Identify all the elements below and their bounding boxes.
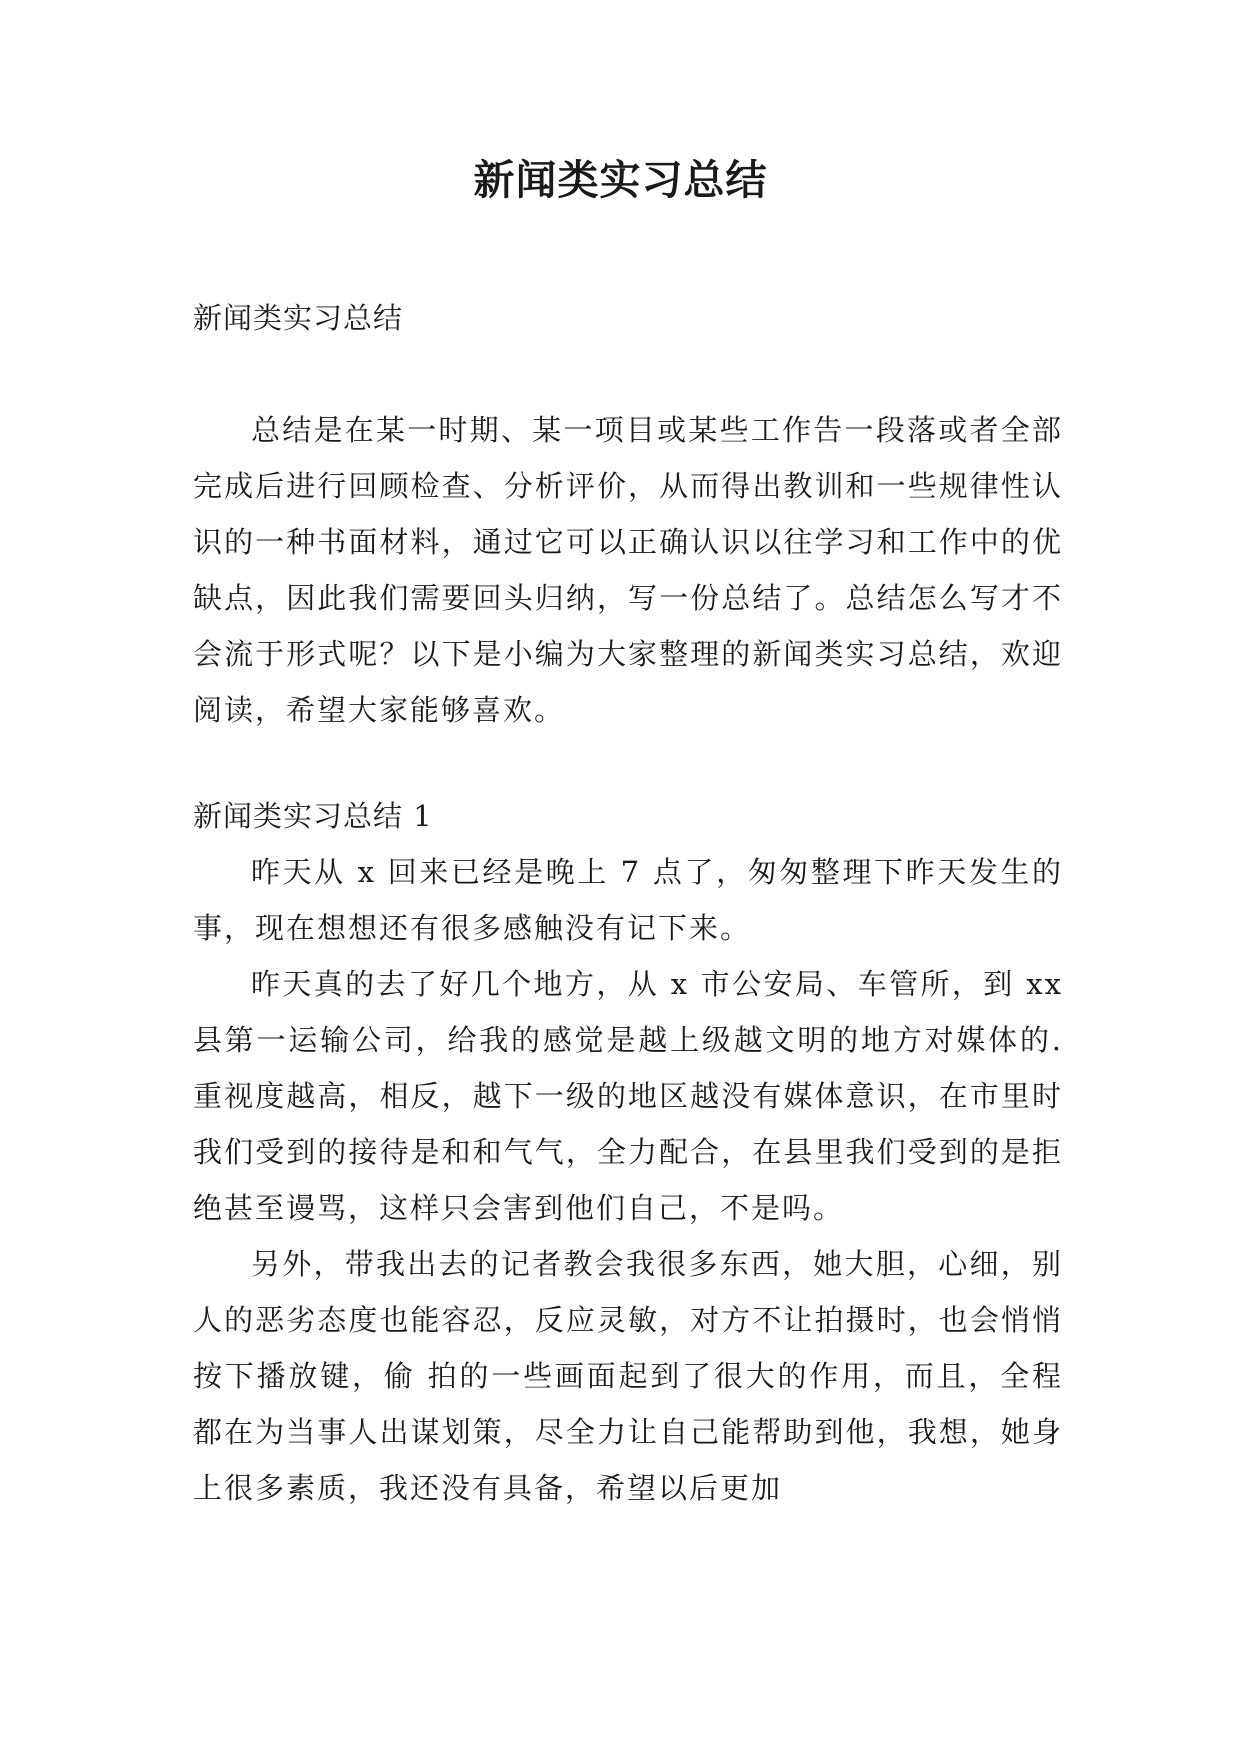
document-body bbox=[193, 290, 1063, 1516]
document-title: 新闻类实习总结 bbox=[473, 156, 768, 204]
spacer bbox=[193, 346, 1063, 402]
section-paragraph: 昨天真的去了好几个地方，从 x 市公安局、车管所，到 xx 县第一运输公司，给我的感觉是越上级越文明的地方对媒体的.重视度越高，相反，越下一级的地区越没有媒体意识，在市里时我们受到的接待是和和气气，全力配合，在县里我们受到的是拒绝甚至谩骂，这样只会害到他们自己，不是吗。 bbox=[193, 967, 1063, 1225]
section-paragraph: 另外，带我出去的记者教会我很多东西，她大胆，心细，别人的恶劣态度也能容忍，反应灵敏，对方不让拍摄时，也会悄悄按下播放键，偷 拍的一些画面起到了很大的作用，而且，全程都在为当事人出谋划策，尽全力让自己能帮助到他，我想，她身上很多素质，我还没有具备，希望以后更加 bbox=[193, 1247, 1063, 1505]
intro-paragraph: 总结是在某一时期、某一项目或某些工作告一段落或者全部完成后进行回顾检查、分析评价，从而得出教训和一些规律性认识的一种书面材料，通过它可以正确认识以往学习和工作中的优缺点，因此我们需要回头归纳，写一份总结了。总结怎么写才不会流于形式呢？以下是小编为大家整理的新闻类实习总结，欢迎阅读，希望大家能够喜欢。 bbox=[193, 413, 1063, 727]
section-heading: 新闻类实习总结 1 bbox=[193, 799, 433, 833]
subtitle: 新闻类实习总结 bbox=[193, 301, 404, 335]
section-paragraph: 昨天从 x 回来已经是晚上 7 点了，匆匆整理下昨天发生的事，现在想想还有很多感触没有记下来。 bbox=[193, 855, 1063, 945]
spacer bbox=[193, 738, 1063, 788]
